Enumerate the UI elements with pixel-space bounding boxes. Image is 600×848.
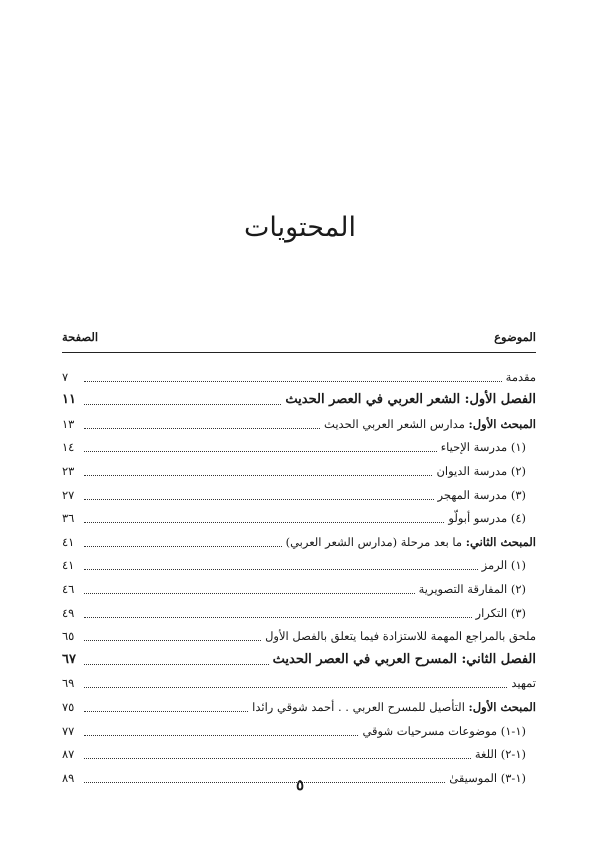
- toc-entry-title: [448, 511, 526, 525]
- toc-entry-page: ٢٣: [62, 463, 75, 478]
- toc-entry-page: ٤٩: [62, 605, 75, 620]
- toc-entry-text: ملحق بالمراجع المهمة للاستزادة فيما يتعلق بالفصل الأول: [265, 629, 536, 644]
- toc-entry: [62, 572, 536, 596]
- toc-entry: [62, 549, 536, 573]
- dot-leader: [84, 475, 432, 476]
- toc-entry-title: [506, 370, 536, 384]
- toc-entry-page: ٧٥: [62, 699, 75, 714]
- toc-entry-page: ١١: [62, 392, 76, 408]
- toc-entry-page: ٨٧: [62, 747, 75, 762]
- toc-entry-text: (١-١) موضوعات مسرحيات شوقي: [362, 723, 526, 738]
- toc-entry-page: ٨٩: [62, 770, 75, 785]
- toc-entry-text: (٣) مدرسة المهجر: [437, 487, 526, 502]
- toc-entry-lead: المبحث الأول:: [468, 699, 536, 714]
- toc-entry-page: ٢٧: [62, 487, 75, 502]
- toc-entry-title: [419, 582, 526, 596]
- topic-column-label: الموضوع: [494, 330, 536, 344]
- toc-entry: [62, 431, 536, 455]
- toc-entry-page: ٧: [62, 369, 69, 384]
- dot-leader: [84, 758, 471, 759]
- toc-entry: [62, 360, 536, 384]
- toc-entry-page: ١٤: [62, 440, 75, 455]
- toc-entry-text: التأصيل للمسرح العربي . . أحمد شوقي رائدا: [252, 699, 469, 714]
- toc-entry-text: (١) الرمز: [481, 558, 526, 573]
- toc-header: [62, 330, 536, 348]
- dot-leader: [84, 546, 282, 547]
- toc-entry-text: (١-٢) اللغة: [474, 747, 526, 762]
- toc-entry-text: ما بعد مرحلة (مدارس الشعر العربي): [285, 534, 466, 549]
- dot-leader: [84, 617, 472, 618]
- toc-entry-title: [285, 393, 536, 407]
- toc-entry: [62, 738, 536, 762]
- toc-entry-text: (٢) مدرسة الديوان: [436, 463, 526, 478]
- toc-entry-text: (١) مدرسة الإحياء: [440, 440, 526, 455]
- toc-entry-title: [476, 606, 526, 620]
- toc-entry: [62, 620, 536, 644]
- toc-entry-page: ٣٦: [62, 511, 75, 526]
- toc-entry-title: [441, 440, 526, 454]
- toc-entry: [62, 407, 536, 431]
- toc-entry-title: [273, 653, 536, 667]
- toc-entry: [62, 714, 536, 738]
- toc-entry-title: [265, 629, 536, 643]
- toc-entry: [62, 478, 536, 502]
- dot-leader: [84, 404, 281, 405]
- toc-entry: [62, 525, 536, 549]
- toc-entry-text: مدارس الشعر العربي الحديث: [324, 416, 469, 431]
- toc-entry: [62, 596, 536, 620]
- toc-entry-title: [362, 724, 526, 738]
- dot-leader: [84, 711, 248, 712]
- toc-entry-text: تمهيد: [511, 676, 536, 691]
- toc-entry-title: [324, 417, 536, 431]
- toc-entry-page: ٤١: [62, 558, 75, 573]
- toc-entry: [62, 643, 536, 667]
- toc-entry: [62, 384, 536, 408]
- toc-entry-lead: المبحث الأول:: [468, 416, 536, 431]
- toc-entry-title: [252, 700, 536, 714]
- toc-entry-title: [475, 747, 526, 761]
- dot-leader: [84, 569, 478, 570]
- toc-entry-page: ١٣: [62, 416, 75, 431]
- toc-entry-text: (٤) مدرسو أبولّو: [448, 511, 526, 526]
- dot-leader: [84, 451, 437, 452]
- toc-entry: [62, 454, 536, 478]
- toc-entry-text: الفصل الثاني: المسرح العربي في العصر الحديث: [272, 651, 536, 667]
- dot-leader: [84, 735, 358, 736]
- dot-leader: [84, 522, 444, 523]
- toc-entry-title: [482, 558, 526, 572]
- toc-entry-title: [286, 535, 536, 549]
- dot-leader: [84, 593, 415, 594]
- toc-entry-title: [438, 488, 526, 502]
- toc-entry-lead: المبحث الثاني:: [465, 534, 536, 549]
- page-number: ٥: [295, 776, 305, 794]
- toc-list: [62, 360, 536, 785]
- toc-entry-title: [436, 464, 526, 478]
- dot-leader: [84, 428, 320, 429]
- toc-entry-page: ٤١: [62, 534, 75, 549]
- toc-entry-title: [511, 676, 536, 690]
- toc-entry-text: (١-٣) الموسيقىٰ: [449, 770, 526, 785]
- toc-entry: [62, 667, 536, 691]
- page-column-label: الصفحة: [62, 330, 99, 344]
- toc-entry-page: ٦٩: [62, 676, 75, 691]
- dot-leader: [84, 687, 507, 688]
- page-title: المحتويات: [243, 212, 357, 243]
- toc-entry: [62, 502, 536, 526]
- dot-leader: [84, 664, 269, 665]
- dot-leader: [84, 640, 261, 641]
- dot-leader: [84, 499, 434, 500]
- toc-entry-page: ٤٦: [62, 581, 75, 596]
- toc-entry-page: ٦٧: [62, 651, 76, 667]
- toc-entry: [62, 690, 536, 714]
- toc-entry-text: مقدمة: [505, 369, 536, 384]
- toc-entry-page: ٧٧: [62, 723, 75, 738]
- toc-entry-page: ٦٥: [62, 629, 75, 644]
- header-divider: [62, 352, 536, 353]
- toc-entry-text: (٣) التكرار: [475, 605, 526, 620]
- dot-leader: [84, 381, 502, 382]
- toc-entry-text: (٢) المفارقة التصويرية: [418, 581, 526, 596]
- toc-entry-text: الفصل الأول: الشعر العربي في العصر الحديث: [285, 392, 536, 408]
